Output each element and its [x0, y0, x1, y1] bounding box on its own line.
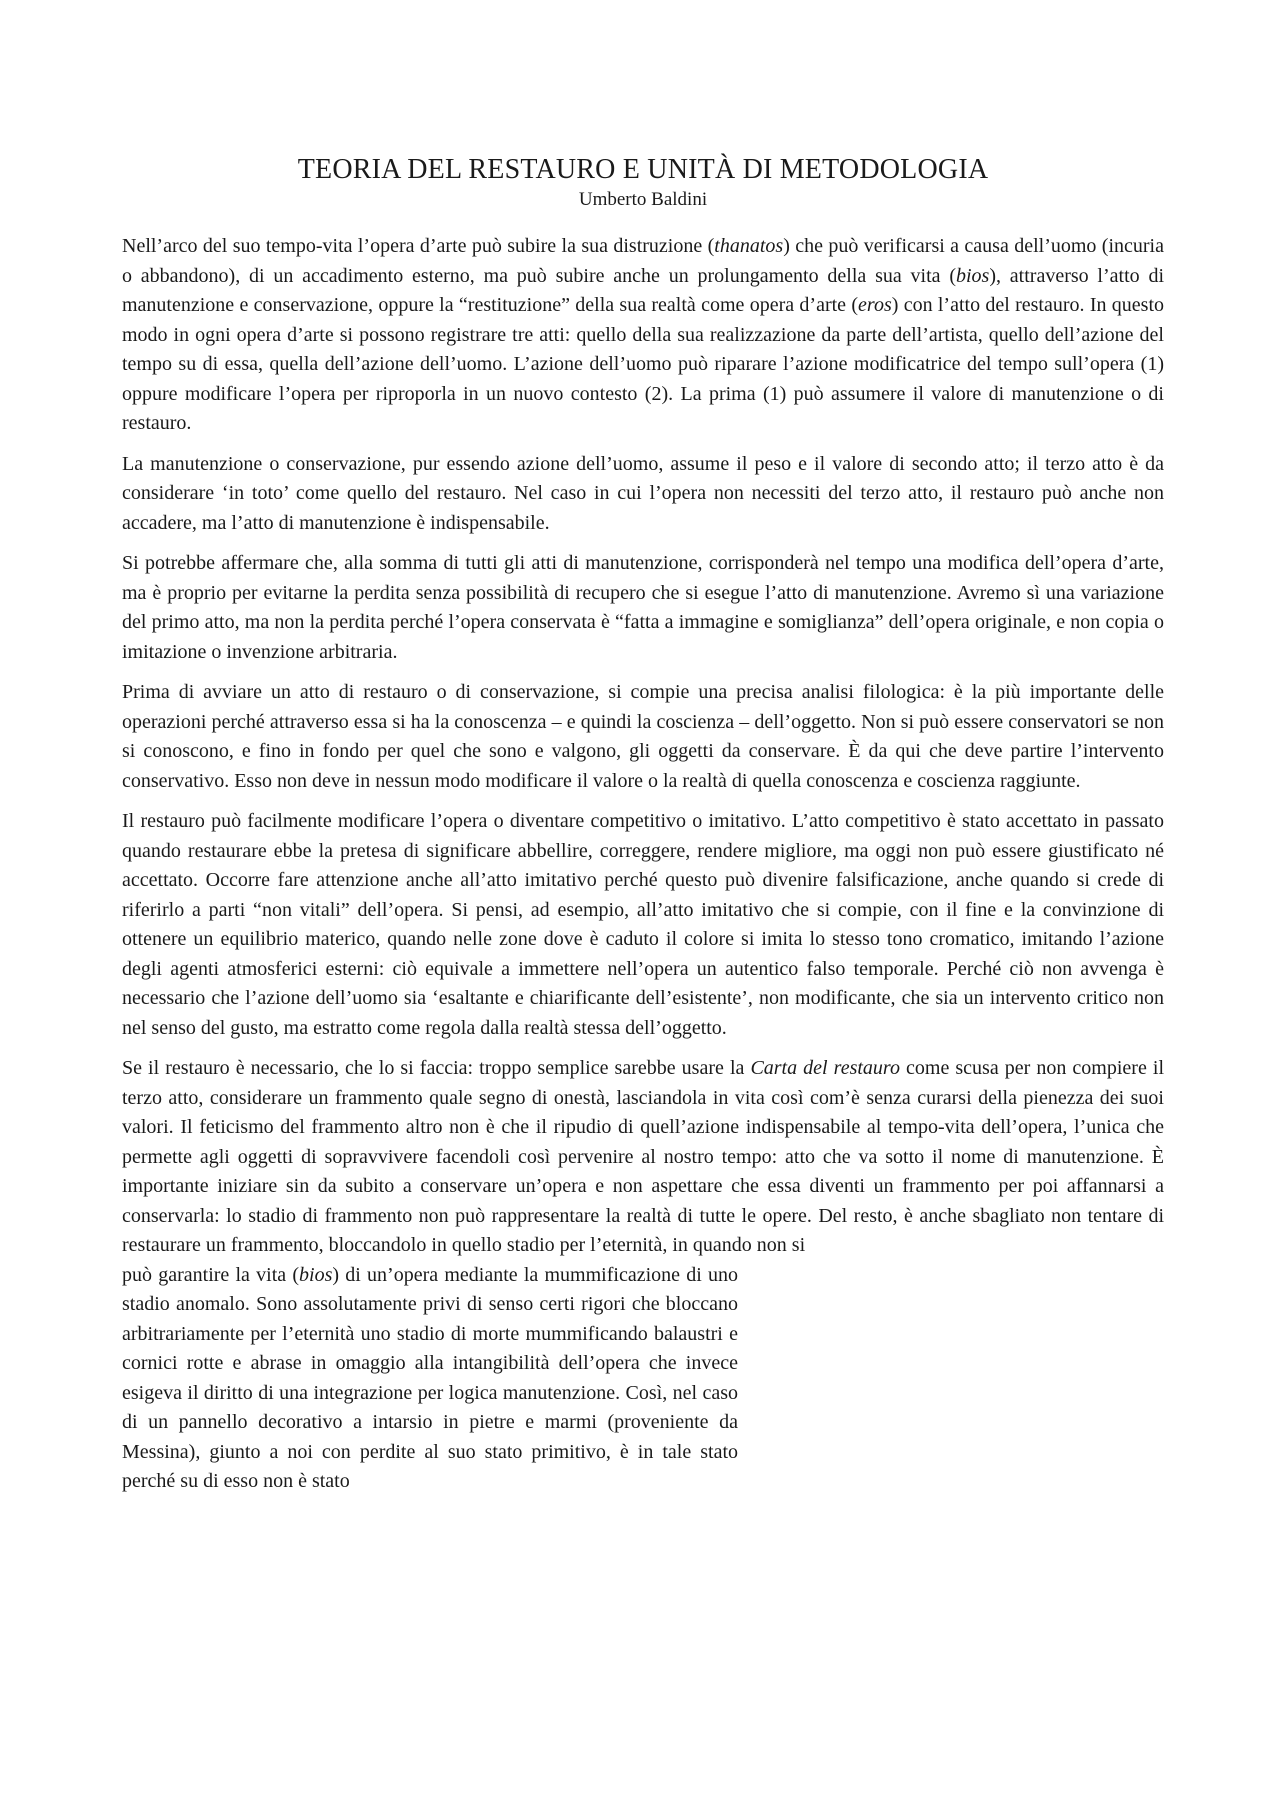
italic-text: thanatos	[714, 235, 784, 257]
text-run: come scusa per non compiere il terzo atto, considerare un frammento quale segno di onestà, lasciandola in vita così com’è senza curarsi della pienezza dei suoi valori. Il feticismo del frammento altro non è che il ripudio di quell’azione indispensabile al tempo-vita dell’opera, l’unica che permette agli oggetti di sopravvivere facendoli così pervenire al nostro tempo: atto che va sotto il nome di manutenzione. È importante iniziare sin da subito a conservare un’opera e non aspettare che essa diventi un frammento per poi affannarsi a conservarla: lo stadio di frammento non può rappresentare la realtà di tutte le opere. Del resto, è anche sbagliato non tentare di restaurare un frammento, bloccandolo in quello stadio per l’eternità, in quando non si	[122, 1057, 1164, 1256]
text-run: ) che può verificarsi a causa dell’uomo (incuria o abbandono), di un accadimento esterno, ma può subire anche un prolungamento della sua vita (	[122, 235, 1164, 287]
text-run: Nell’arco del suo tempo-vita l’opera d’arte può subire la sua distruzione (	[122, 235, 715, 257]
document-page	[122, 152, 1164, 1508]
text-run: Prima di avviare un atto di restauro o di conservazione, si compie una precisa analisi filologica: è la più importante delle operazioni perché attraverso essa si ha la conoscenza – e quindi la coscienza – dell’oggetto. Non si può essere conservatori se non si conoscono, e fino in fondo per quel che sono e valgono, gli oggetti da conservare. È da qui che deve partire l’intervento conservativo. Esso non deve in nessun modo modificare il valore o la realtà di quella conoscenza e coscienza raggiunte.	[122, 681, 1164, 792]
italic-text: bios	[299, 1263, 333, 1286]
paragraph	[122, 678, 1164, 796]
paragraph-column-continuation	[122, 1261, 738, 1497]
paragraph	[122, 232, 1164, 439]
italic-text: eros	[858, 294, 892, 316]
document-title: TEORIA DEL RESTAURO E UNITÀ DI METODOLOGIA	[297, 154, 989, 185]
text-run: Se il restauro è necessario, che lo si faccia: troppo semplice sarebbe usare la	[122, 1057, 751, 1079]
paragraph	[122, 549, 1164, 667]
text-run: Si potrebbe affermare che, alla somma di tutti gli atti di manutenzione, corrisponderà nel tempo una modifica dell’opera d’arte, ma è proprio per evitarne la perdita senza possibilità di recupero che si esegue l’atto di manutenzione. Avremo sì una variazione del primo atto, ma non la perdita perché l’opera conservata è “fatta a immagine e somiglianza” dell’opera originale, e non copia o imitazione o invenzione arbitraria.	[122, 552, 1164, 663]
paragraph	[122, 450, 1164, 539]
text-run: Il restauro può facilmente modificare l’opera o diventare competitivo o imitativo. L’atto competitivo è stato accettato in passato quando restaurare ebbe la pretesa di significare abbellire, correggere, rendere migliore, ma oggi non può essere giustificato né accettato. Occorre fare attenzione anche all’atto imitativo perché questo può divenire falsificazione, anche quando si crede di riferirlo a parti “non vitali” dell’opera. Si pensi, ad esempio, all’atto imitativo che si compie, con il fine e la convinzione di ottenere un equilibrio materico, quando nelle zone dove è caduto il colore si imita lo stesso tono cromatico, imitando l’azione degli agenti atmosferici esterni: ciò equivale a immettere nell’opera un autentico falso temporale. Perché ciò non avvenga è necessario che l’azione dell’uomo sia ‘esaltante e chiarificante dell’esistente’, non modificante, che sia un intervento critico non nel senso del gusto, ma estratto come regola dalla realtà stessa dell’oggetto.	[122, 810, 1164, 1039]
paragraph	[122, 807, 1164, 1043]
italic-text: bios	[955, 264, 990, 287]
text-run: ), attraverso l’atto di manutenzione e conservazione, oppure la “restituzione” della sua realtà come opera d’arte (	[122, 264, 1164, 316]
italic-text: Carta del restauro	[750, 1057, 900, 1079]
text-run: ) di un’opera mediante la mummificazione di uno stadio anomalo. Sono assolutamente privi di senso certi rigori che bloccano arbitrariamente per l’eternità uno stadio di morte mummificando balaustri e cornici rotte e abrase in omaggio alla intangibilità dell’opera che invece esigeva il diritto di una integrazione per logica manutenzione. Così, nel caso di un pannello decorativo a intarsio in pietre e marmi (proveniente da Messina), giunto a noi con perdite al suo stato primitivo, è in tale stato perché su di esso non è stato	[122, 1263, 738, 1492]
paragraph	[122, 1054, 1164, 1261]
text-run: La manutenzione o conservazione, pur essendo azione dell’uomo, assume il peso e il valore di secondo atto; il terzo atto è da considerare ‘in toto’ come quello del restauro. Nel caso in cui l’opera non necessiti del terzo atto, il restauro può anche non accadere, ma l’atto di manutenzione è indispensabile.	[122, 452, 1164, 534]
text-run: può garantire la vita (	[122, 1263, 300, 1286]
text-run: ) con l’atto del restauro. In questo modo in ogni opera d’arte si possono registrare tre atti: quello della sua realizzazione da parte dell’artista, quello dell’azione del tempo su di essa, quella dell’azione dell’uomo. L’azione dell’uomo può riparare l’azione modificatrice del tempo sull’opera (1) oppure modificare l’opera per riproporla in un nuovo contesto (2). La prima (1) può assumere il valore di manutenzione o di restauro.	[122, 294, 1165, 434]
document-author: Umberto Baldini	[578, 189, 708, 210]
